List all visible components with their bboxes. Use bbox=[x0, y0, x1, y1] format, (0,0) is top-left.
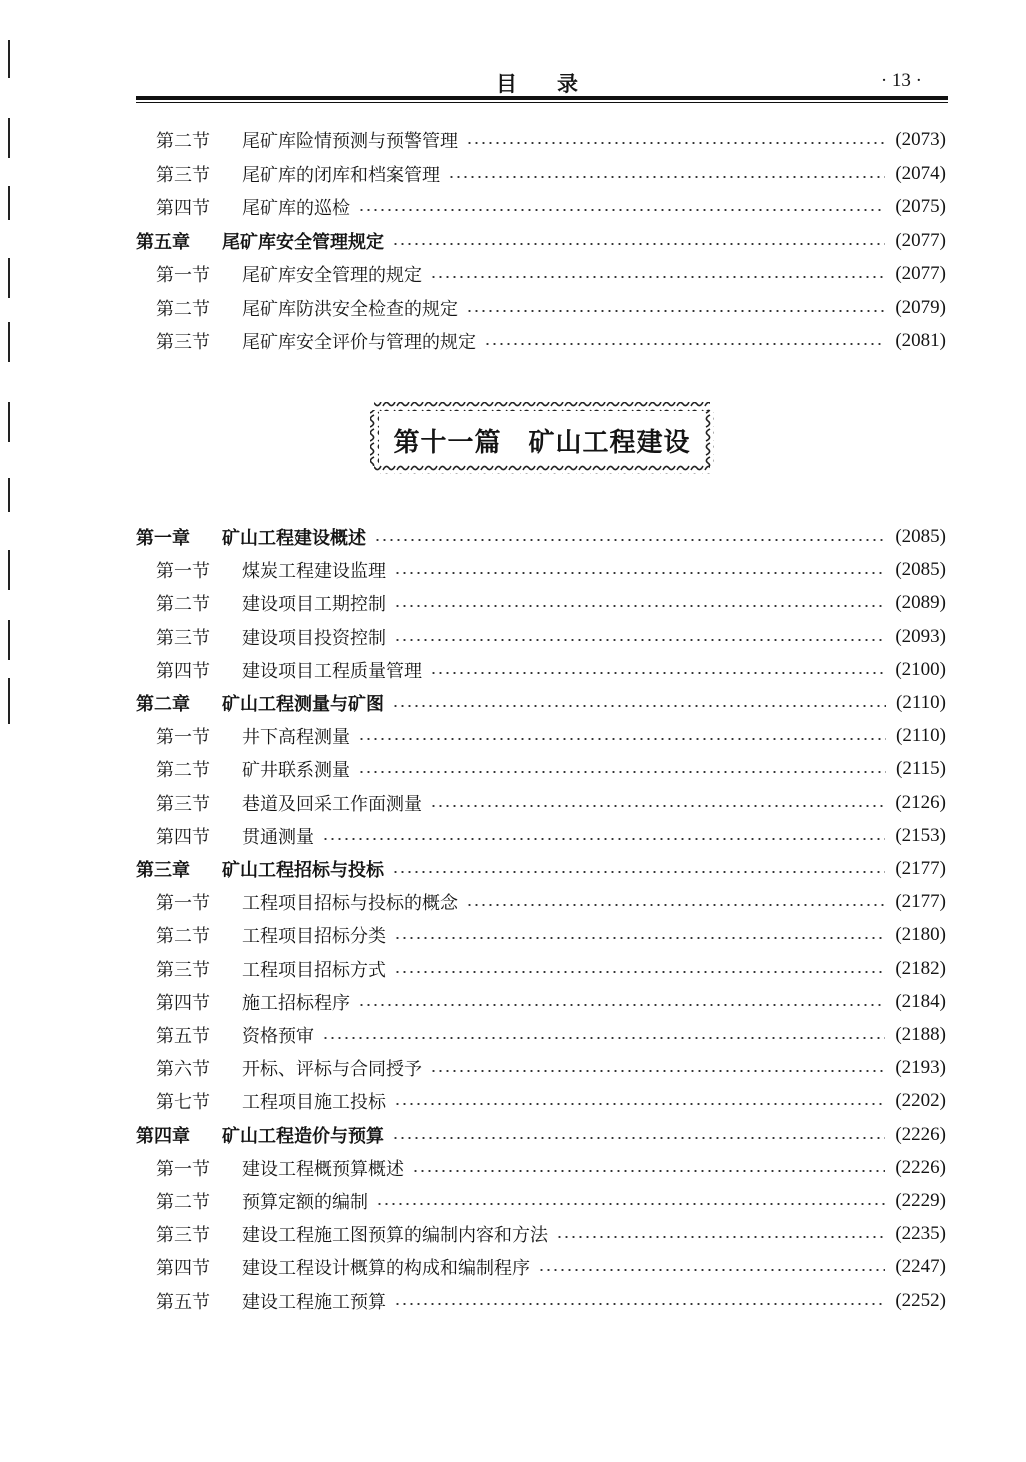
dot-leader bbox=[394, 572, 885, 574]
toc-entry-title: 尾矿库的闭库和档案管理 bbox=[242, 164, 440, 186]
toc-entry-page: (2093) bbox=[895, 625, 946, 647]
dot-leader bbox=[358, 738, 886, 740]
toc-section-row bbox=[156, 327, 946, 355]
dot-leader bbox=[430, 672, 885, 674]
dot-leader bbox=[412, 1170, 885, 1172]
dot-leader bbox=[376, 1203, 885, 1205]
scan-edge-mark bbox=[8, 40, 10, 78]
toc-section-row bbox=[156, 556, 946, 584]
toc-entry-title: 矿山工程建设概述 bbox=[222, 528, 366, 549]
toc-entry-page: (2110) bbox=[896, 692, 946, 713]
toc-entry-title: 施工招标程序 bbox=[242, 992, 350, 1014]
toc-entry-page: (2182) bbox=[895, 957, 946, 979]
toc-entry-title: 预算定额的编制 bbox=[242, 1192, 368, 1213]
dot-leader bbox=[358, 209, 885, 211]
toc-entry-number: 第三节 bbox=[156, 1225, 210, 1247]
toc-section-row bbox=[156, 755, 946, 783]
toc-entry-page: (2126) bbox=[895, 791, 946, 813]
toc-entry-number: 第三章 bbox=[136, 860, 190, 881]
toc-entry-page: (2089) bbox=[895, 592, 946, 614]
toc-section-row bbox=[156, 722, 946, 750]
toc-chapter-row bbox=[136, 855, 946, 883]
toc-entry-number: 第二节 bbox=[156, 594, 210, 616]
toc-entry-title: 矿山工程造价与预算 bbox=[222, 1125, 384, 1147]
dot-leader bbox=[322, 838, 885, 840]
toc-section-row bbox=[156, 1154, 946, 1182]
toc-entry-number: 第四节 bbox=[156, 992, 210, 1014]
toc-section-row bbox=[156, 1253, 946, 1281]
toc-entry-number: 第四节 bbox=[156, 660, 210, 682]
toc-section-row bbox=[156, 126, 946, 154]
toc-entry-title: 尾矿库安全评价与管理的规定 bbox=[242, 332, 476, 353]
toc-entry-number: 第二节 bbox=[156, 1192, 210, 1213]
toc-section-row bbox=[156, 260, 946, 288]
toc-section-row bbox=[156, 1087, 946, 1115]
page-header bbox=[136, 66, 948, 102]
dot-leader bbox=[358, 1004, 885, 1006]
toc-entry-page: (2235) bbox=[895, 1223, 946, 1245]
header-rule-thin bbox=[136, 102, 948, 103]
toc-entry-title: 建设工程施工预算 bbox=[242, 1291, 386, 1313]
dot-leader bbox=[392, 871, 885, 873]
toc-entry-page: (2226) bbox=[895, 1156, 946, 1178]
dot-leader bbox=[484, 343, 885, 345]
scan-edge-mark bbox=[8, 258, 10, 298]
dot-leader bbox=[538, 1269, 885, 1271]
toc-entry-title: 贯通测量 bbox=[242, 826, 314, 848]
scan-edge-mark bbox=[8, 118, 10, 158]
toc-section-row bbox=[156, 160, 946, 188]
toc-entry-page: (2085) bbox=[895, 559, 946, 581]
toc-entry-page: (2177) bbox=[895, 891, 946, 913]
toc-section-row bbox=[156, 921, 946, 949]
toc-entry-page: (2177) bbox=[895, 858, 946, 879]
toc-entry-page: (2184) bbox=[895, 990, 946, 1012]
toc-section-row bbox=[156, 1187, 946, 1215]
toc-entry-number: 第三节 bbox=[156, 793, 210, 815]
toc-entry-number: 第三节 bbox=[156, 959, 210, 981]
toc-entry-number: 第一节 bbox=[156, 893, 210, 915]
toc-entry-page: (2180) bbox=[895, 924, 946, 946]
scan-edge-mark bbox=[8, 186, 10, 220]
dot-leader bbox=[322, 1037, 885, 1039]
dot-leader bbox=[430, 276, 885, 278]
dot-leader bbox=[358, 771, 886, 773]
toc-entry-page: (2229) bbox=[895, 1190, 946, 1211]
dot-leader bbox=[392, 705, 886, 707]
toc-section-row bbox=[156, 193, 946, 221]
toc-entry-number: 第四节 bbox=[156, 826, 210, 848]
toc-entry-title: 尾矿库安全管理的规定 bbox=[242, 265, 422, 286]
toc-entry-title: 建设项目工程质量管理 bbox=[242, 660, 422, 682]
toc-entry-page: (2110) bbox=[896, 725, 946, 747]
toc-entry-page: (2085) bbox=[895, 526, 946, 547]
scan-edge-mark bbox=[8, 322, 10, 362]
toc-section-row bbox=[156, 789, 946, 817]
toc-entry-title: 建设工程设计概算的构成和编制程序 bbox=[242, 1258, 530, 1280]
toc-entry-number: 第一章 bbox=[136, 528, 190, 549]
dot-leader bbox=[466, 310, 885, 312]
toc-entry-page: (2202) bbox=[895, 1090, 946, 1112]
toc-entry-title: 建设项目工期控制 bbox=[242, 594, 386, 616]
toc-entry-title: 矿山工程招标与投标 bbox=[222, 860, 384, 881]
toc-entry-number: 第二节 bbox=[156, 926, 210, 948]
dot-leader bbox=[394, 1103, 885, 1105]
toc-section-row bbox=[156, 888, 946, 916]
toc-entry-title: 工程项目招标方式 bbox=[242, 959, 386, 981]
toc-entry-number: 第一节 bbox=[156, 727, 210, 749]
toc-entry-page: (2153) bbox=[895, 824, 946, 846]
header-rule bbox=[136, 96, 948, 100]
dot-leader bbox=[392, 243, 885, 245]
toc-entry-number: 第六节 bbox=[156, 1059, 210, 1081]
toc-entry-number: 第四节 bbox=[156, 198, 210, 219]
toc-entry-title: 工程项目施工投标 bbox=[242, 1092, 386, 1114]
toc-entry-title: 建设工程概预算概述 bbox=[242, 1158, 404, 1180]
toc-entry-title: 矿山工程测量与矿图 bbox=[222, 694, 384, 715]
toc-entry-number: 第四章 bbox=[136, 1125, 190, 1147]
toc-entry-title: 尾矿库险情预测与预警管理 bbox=[242, 131, 458, 152]
page-number: · 13 · bbox=[880, 70, 922, 91]
toc-entry-page: (2077) bbox=[895, 229, 946, 251]
toc-section-row bbox=[156, 294, 946, 322]
part-title-frame bbox=[368, 400, 716, 476]
toc-section-row bbox=[156, 1220, 946, 1248]
toc-entry-title: 工程项目招标分类 bbox=[242, 926, 386, 948]
toc-entry-number: 第一节 bbox=[156, 1158, 210, 1180]
dot-leader bbox=[392, 1137, 885, 1139]
toc-entry-page: (2081) bbox=[895, 330, 946, 351]
toc-entry-page: (2115) bbox=[896, 758, 946, 780]
toc-entry-page: (2252) bbox=[895, 1289, 946, 1311]
toc-entry-page: (2100) bbox=[895, 658, 946, 680]
toc-entry-title: 建设项目投资控制 bbox=[242, 627, 386, 649]
toc-section-row bbox=[156, 656, 946, 684]
toc-entry-number: 第二节 bbox=[156, 131, 210, 152]
toc-entry-number: 第三节 bbox=[156, 332, 210, 353]
toc-entry-number: 第五节 bbox=[156, 1026, 210, 1047]
scan-edge-mark bbox=[8, 678, 10, 724]
dot-leader bbox=[448, 176, 885, 178]
dot-leader bbox=[430, 1070, 885, 1072]
toc-entry-title: 井下高程测量 bbox=[242, 727, 350, 749]
toc-chapter-row bbox=[136, 227, 946, 255]
dot-leader bbox=[394, 937, 885, 939]
toc-entry-title: 巷道及回采工作面测量 bbox=[242, 793, 422, 815]
toc-entry-title: 尾矿库的巡检 bbox=[242, 198, 350, 219]
toc-entry-title: 尾矿库安全管理规定 bbox=[222, 231, 384, 253]
toc-section-row bbox=[156, 988, 946, 1016]
toc-entry-number: 第五节 bbox=[156, 1291, 210, 1313]
scan-edge-mark bbox=[8, 478, 10, 512]
toc-entry-title: 资格预审 bbox=[242, 1026, 314, 1047]
dot-leader bbox=[374, 539, 885, 541]
toc-entry-page: (2226) bbox=[895, 1123, 946, 1145]
toc-section-row bbox=[156, 955, 946, 983]
toc-entry-number: 第二章 bbox=[136, 694, 190, 715]
toc-entry-page: (2193) bbox=[895, 1057, 946, 1079]
page-title: 目录 bbox=[496, 72, 618, 96]
toc-entry-page: (2247) bbox=[895, 1256, 946, 1278]
dot-leader bbox=[556, 1236, 885, 1238]
toc-entry-page: (2188) bbox=[895, 1024, 946, 1045]
toc-entry-number: 第二节 bbox=[156, 760, 210, 782]
toc-section-row bbox=[156, 623, 946, 651]
toc-entry-page: (2079) bbox=[895, 296, 946, 318]
toc-section-row bbox=[156, 589, 946, 617]
toc-chapter-row bbox=[136, 523, 946, 551]
toc-chapter-row bbox=[136, 1121, 946, 1149]
dot-leader bbox=[466, 142, 885, 144]
toc-section-row bbox=[156, 1287, 946, 1315]
toc-entry-number: 第二节 bbox=[156, 298, 210, 320]
toc-section-row bbox=[156, 822, 946, 850]
toc-entry-title: 矿井联系测量 bbox=[242, 760, 350, 782]
toc-entry-page: (2074) bbox=[895, 162, 946, 184]
scan-edge-mark bbox=[8, 402, 10, 442]
dot-leader bbox=[466, 904, 885, 906]
toc-entry-page: (2073) bbox=[895, 129, 946, 150]
toc-chapter-row bbox=[136, 689, 946, 717]
dot-leader bbox=[430, 805, 885, 807]
toc-entry-number: 第三节 bbox=[156, 164, 210, 186]
toc-entry-number: 第四节 bbox=[156, 1258, 210, 1280]
toc-entry-number: 第三节 bbox=[156, 627, 210, 649]
dot-leader bbox=[394, 971, 885, 973]
toc-entry-number: 第五章 bbox=[136, 231, 190, 253]
part-title: 第十一篇 矿山工程建设 bbox=[393, 428, 691, 458]
toc-entry-title: 建设工程施工图预算的编制内容和方法 bbox=[242, 1225, 548, 1247]
toc-entry-page: (2077) bbox=[895, 263, 946, 284]
scan-edge-mark bbox=[8, 550, 10, 590]
toc-entry-title: 开标、评标与合同授予 bbox=[242, 1059, 422, 1081]
toc-entry-title: 煤炭工程建设监理 bbox=[242, 561, 386, 583]
dot-leader bbox=[394, 1303, 885, 1305]
toc-entry-number: 第一节 bbox=[156, 265, 210, 286]
toc-entry-page: (2075) bbox=[895, 196, 946, 217]
scan-edge-mark bbox=[8, 620, 10, 660]
toc-section-row bbox=[156, 1021, 946, 1049]
toc-entry-title: 尾矿库防洪安全检查的规定 bbox=[242, 298, 458, 320]
toc-section-row bbox=[156, 1054, 946, 1082]
toc-entry-title: 工程项目招标与投标的概念 bbox=[242, 893, 458, 915]
dot-leader bbox=[394, 605, 885, 607]
toc-entry-number: 第一节 bbox=[156, 561, 210, 583]
toc-entry-number: 第七节 bbox=[156, 1092, 210, 1114]
dot-leader bbox=[394, 639, 885, 641]
